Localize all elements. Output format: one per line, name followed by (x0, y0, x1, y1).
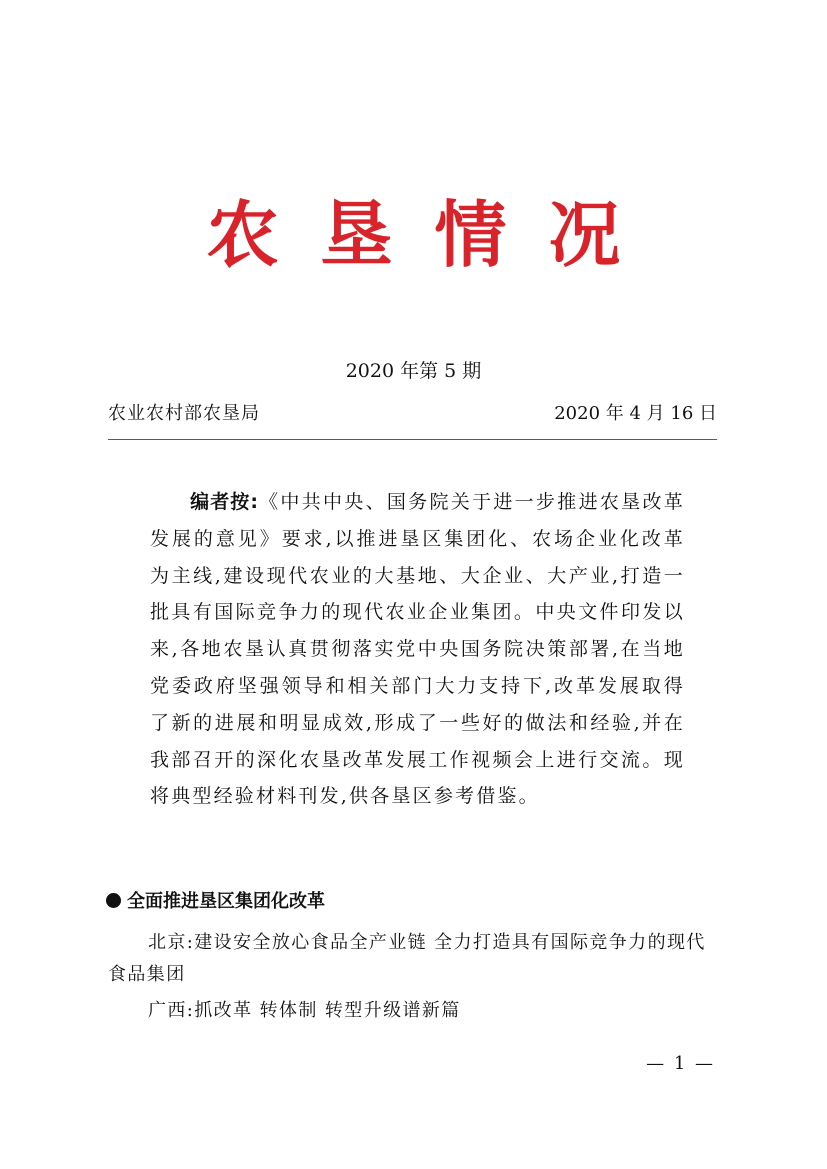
article-link-beijing[interactable]: 北京:建设安全放心食品全产业链 全力打造具有国际竞争力的现代食品集团 (108, 932, 706, 985)
editor-note-label: 编者按: (190, 491, 259, 513)
page-number: — 1 — (646, 1053, 715, 1074)
section-heading-text: 全面推进垦区集团化改革 (127, 891, 325, 912)
publication-title: 农垦情况 (206, 192, 663, 277)
issuing-office: 农业农村部农垦局 (108, 403, 260, 424)
editor-note-body: 《中共中央、国务院关于进一步推进农垦改革发展的意见》要求,以推进垦区集团化、农场企业化改革为主线,建设现代农业的大基地、大企业、大产业,打造一批具有国际竞争力的现代农业企业集团。中央文件印发以来,各地农垦认真贯彻落实党中央国务院决策部署,在当地党委政府坚强领导和相关部门大力支持下,改革发展取得了新的进展和明显成效,形成了一些好的做法和经验,并在我部召开的深化农垦改革发展工作视频会上进行交流。现将典型经验材料刊发,供各垦区参考借鉴。 (150, 491, 685, 808)
issue-number: 2020 年第 5 期 (345, 360, 482, 382)
black-circle-bullet-icon (106, 893, 121, 908)
section-heading (106, 889, 325, 915)
red-divider-line (108, 439, 717, 440)
publish-date: 2020 年 4 月 16 日 (554, 403, 717, 424)
article-link-guangxi[interactable]: 广西:抓改革 转体制 转型升级谱新篇 (148, 1000, 461, 1021)
editor-note (150, 484, 685, 815)
